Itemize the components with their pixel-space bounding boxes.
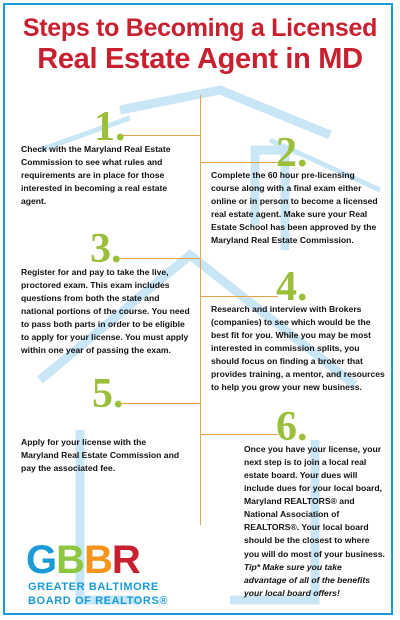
logo-letter-b1: B bbox=[56, 538, 85, 582]
step-text-5: Apply for your license with the Maryland Real Estate Commission and pay the associated fee. bbox=[21, 437, 180, 474]
step-number-4: 4. bbox=[276, 264, 308, 310]
logo-letter-b2: B bbox=[84, 538, 112, 582]
step-text-6-body: Once you have your license, your next step is to join a local real estate board. Your dues will include dues for your local board, Maryland REALTORS® and National Association of REALTORS®. Your local board should be the closest to where you will do most of your business. bbox=[244, 444, 385, 559]
timeline-line bbox=[200, 95, 201, 525]
step-number-5: 5. bbox=[92, 371, 124, 417]
step-number-1: 1. bbox=[94, 104, 126, 150]
step-number-3: 3. bbox=[90, 226, 122, 272]
step-text-6-tip: Tip* Make sure you take advantage of all of the benefits your local board offers! bbox=[244, 561, 371, 598]
logo-letter-g: G bbox=[26, 538, 57, 582]
step-text-2: Complete the 60 hour pre-licensing course along with a final exam either online or in person to become a licensed real estate agent. Make sure your Real Estate School has been approved by the Maryland Real Estate Commission. bbox=[211, 170, 378, 246]
step-number-2: 2. bbox=[276, 130, 308, 176]
timeline-tick-5 bbox=[120, 403, 200, 404]
timeline-tick-1 bbox=[118, 135, 200, 136]
timeline-tick-4 bbox=[200, 296, 278, 297]
step-text-6 bbox=[244, 443, 386, 600]
step-text-1: Check with the Maryland Real Estate Commission to see what rules and requirements are in place for those interested in becoming a real estate agent. bbox=[21, 144, 171, 207]
logo-line-board-of-realtors: BOARD OF REALTORS® bbox=[28, 595, 169, 607]
step-text-3: Register for and pay to take the live, proctored exam. This exam includes questions from both the state and national portions of the course. You need to pass both parts in order to be eligible to apply for your license. You must apply within one year of passing the exam. bbox=[21, 267, 190, 356]
timeline-tick-3 bbox=[118, 258, 200, 259]
page-title-line2: Real Estate Agent in MD bbox=[37, 43, 363, 75]
gbbr-logo-letters bbox=[26, 540, 140, 580]
timeline-tick-6 bbox=[200, 434, 278, 435]
page-title-line1: Steps to Becoming a Licensed bbox=[22, 14, 378, 42]
step-text-4: Research and interview with Brokers (companies) to see which would be the best fit for you. While you may be most interested in commission splits, you should focus on finding a broker that provides training, a mentor, and resources to help you grow your new business. bbox=[211, 304, 385, 393]
gbbr-logo bbox=[26, 540, 186, 610]
step-number-6: 6. bbox=[276, 404, 308, 450]
logo-line-greater-baltimore: GREATER BALTIMORE bbox=[28, 581, 159, 593]
logo-letter-r: R bbox=[111, 538, 140, 582]
timeline-tick-2 bbox=[200, 162, 278, 163]
